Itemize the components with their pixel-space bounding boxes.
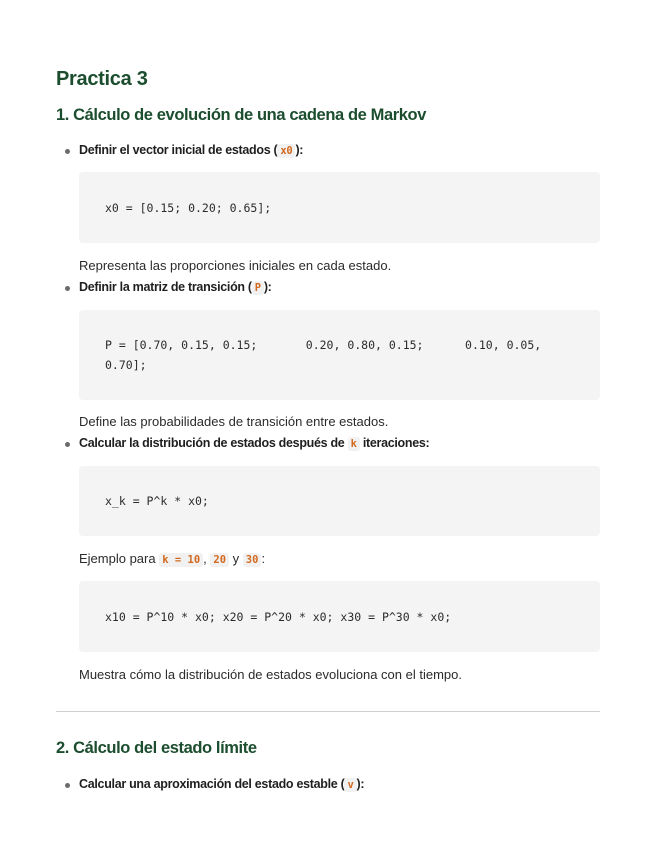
inline-code-20: 20 [210, 553, 229, 567]
example-text [79, 551, 265, 566]
list-item-distribution [79, 436, 429, 450]
section-divider [56, 711, 600, 712]
inline-code: k [348, 437, 360, 451]
item-label-end: ): [356, 777, 365, 791]
item-label: Calcular la distribución de estados después de [79, 436, 348, 450]
description-text: Representa las proporciones iniciales en cada estado. [79, 258, 392, 273]
item-label: Definir la matriz de transición ( [79, 280, 252, 294]
code-block-x0[interactable]: x0 = [0.15; 0.20; 0.65]; [79, 172, 600, 243]
example-label: Ejemplo para [79, 551, 160, 566]
code-block-x10-x20-x30[interactable]: x10 = P^10 * x0; x20 = P^20 * x0; x30 = P^30 * x0; [79, 581, 600, 652]
list-item-initial-vector [79, 143, 303, 157]
inline-code: P [252, 281, 264, 295]
description-text: Define las probabilidades de transición entre estados. [79, 414, 389, 429]
section-1-heading: 1. Cálculo de evolución de una cadena de Markov [56, 106, 426, 124]
list-item-transition-matrix [79, 280, 272, 294]
code-block-xk[interactable]: x_k = P^k * x0; [79, 466, 600, 536]
example-sep: , [203, 551, 211, 566]
example-end: : [261, 551, 266, 566]
example-sep: y [229, 551, 243, 566]
item-label: Calcular una aproximación del estado estable ( [79, 777, 345, 791]
item-label-end: iteraciones: [359, 436, 430, 450]
inline-code-30: 30 [243, 553, 262, 567]
code-block-matrix[interactable]: P = [0.70, 0.15, 0.15; 0.20, 0.80, 0.15; 0.10, 0.05, 0.70]; [79, 310, 600, 400]
item-label: Definir el vector inicial de estados ( [79, 143, 278, 157]
inline-code: v [344, 778, 356, 792]
list-item-steady-state [79, 777, 364, 791]
page-title: Practica 3 [56, 68, 148, 90]
item-label-end: ): [263, 280, 272, 294]
inline-code-k10: k = 10 [159, 553, 203, 567]
description-text: Muestra cómo la distribución de estados evoluciona con el tiempo. [79, 667, 462, 682]
inline-code: x0 [277, 144, 295, 158]
item-label-end: ): [295, 143, 304, 157]
section-2-heading: 2. Cálculo del estado límite [56, 739, 257, 757]
